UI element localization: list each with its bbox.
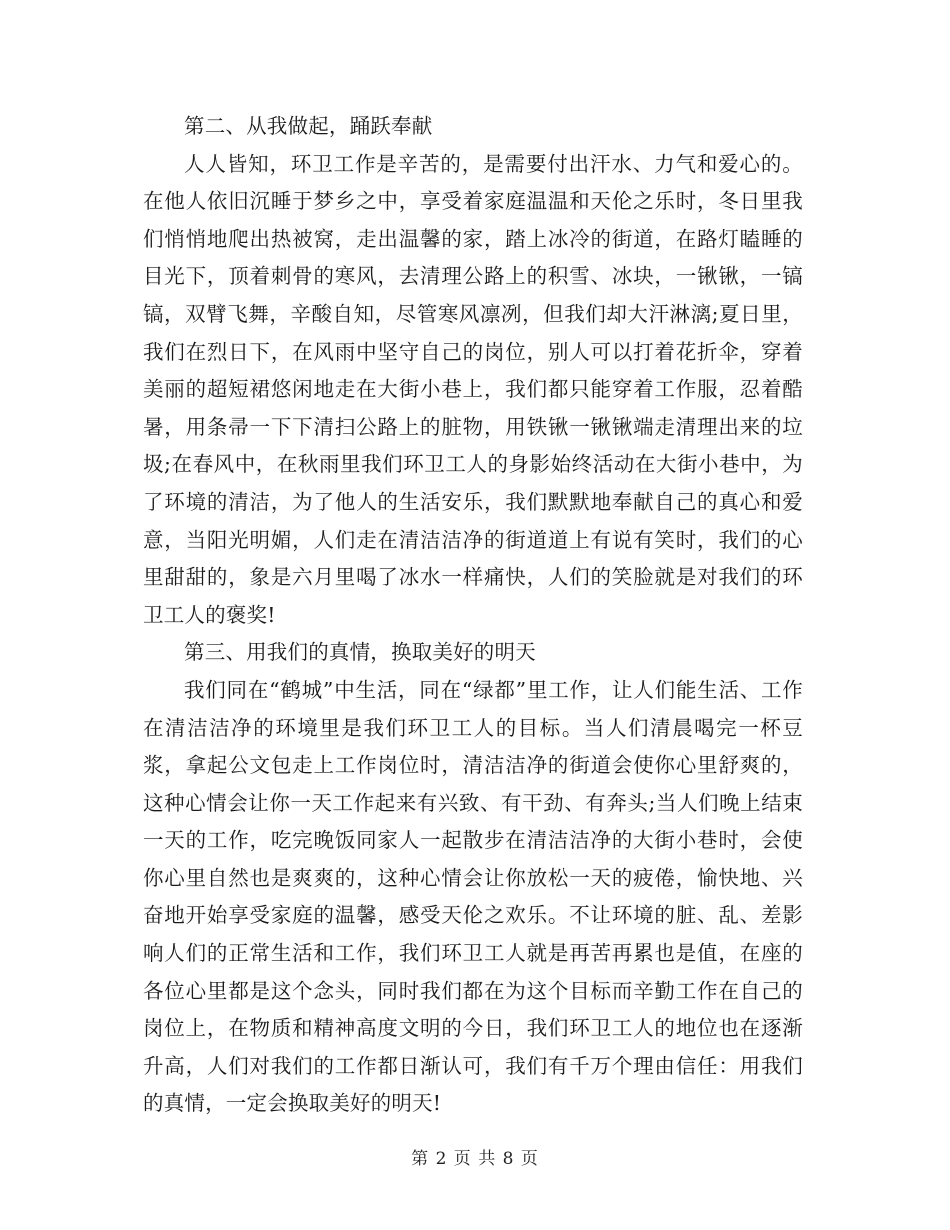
section-2-heading: 第二、从我做起，踊跃奉献 — [184, 114, 433, 138]
section-2-paragraph: 人人皆知，环卫工作是辛苦的，是需要付出汗水、力气和爱心的。在他人依旧沉睡于梦乡之中，享受着家庭温温和天伦之乐时，冬日里我们悄悄地爬出热被窝，走出温馨的家，踏上冰冷的街道，在路灯瞌睡的目光下，顶着刺骨的寒风，去清理公路上的积雪、冰块，一锹锹，一镐镐，双臂飞舞，辛酸自知，尽管寒风凛冽，但我们却大汗淋漓;夏日里，我们在烈日下，在风雨中坚守自己的岗位，别人可以打着花折伞，穿着美丽的超短裙悠闲地走在大街小巷上，我们都只能穿着工作服，忍着酷暑，用条帚一下下清扫公路上的脏物，用铁锹一锹锹端走清理出来的垃圾;在春风中，在秋雨里我们环卫工人的身影始终活动在大街小巷中，为了环境的清洁，为了他人的生活安乐，我们默默地奉献自己的真心和爱意，当阳光明媚，人们走在清洁洁净的街道道上有说有笑时，我们的心里甜甜的，象是六月里喝了冰水一样痛快，人们的笑脸就是对我们的环卫工人的褒奖! — [143, 151, 803, 627]
section-3-paragraph: 我们同在“鹤城”中生活，同在“绿都”里工作，让人们能生活、工作在清洁洁净的环境里是我们环卫工人的目标。当人们清晨喝完一杯豆浆，拿起公文包走上工作岗位时，清洁洁净的街道会使你心里舒爽的，这种心情会让你一天工作起来有兴致、有干劲、有奔头;当人们晚上结束一天的工作，吃完晚饭同家人一起散步在清洁洁净的大街小巷时，会使你心里自然也是爽爽的，这种心情会让你放松一天的疲倦，愉快地、兴奋地开始享受家庭的温馨，感受天伦之欢乐。不让环境的脏、乱、差影响人们的正常生活和工作，我们环卫工人就是再苦再累也是值，在座的各位心里都是这个念头，同时我们都在为这个目标而辛勤工作在自己的岗位上，在物质和精神高度文明的今日，我们环卫工人的地位也在逐渐升高，人们对我们的工作都日渐认可，我们有千万个理由信任：用我们的真情，一定会换取美好的明天! — [143, 677, 803, 1116]
document-content — [143, 108, 803, 1123]
page-number-footer: 第 2 页 共 8 页 — [411, 1149, 539, 1169]
section-3-heading: 第三、用我们的真情，换取美好的明天 — [184, 640, 536, 665]
